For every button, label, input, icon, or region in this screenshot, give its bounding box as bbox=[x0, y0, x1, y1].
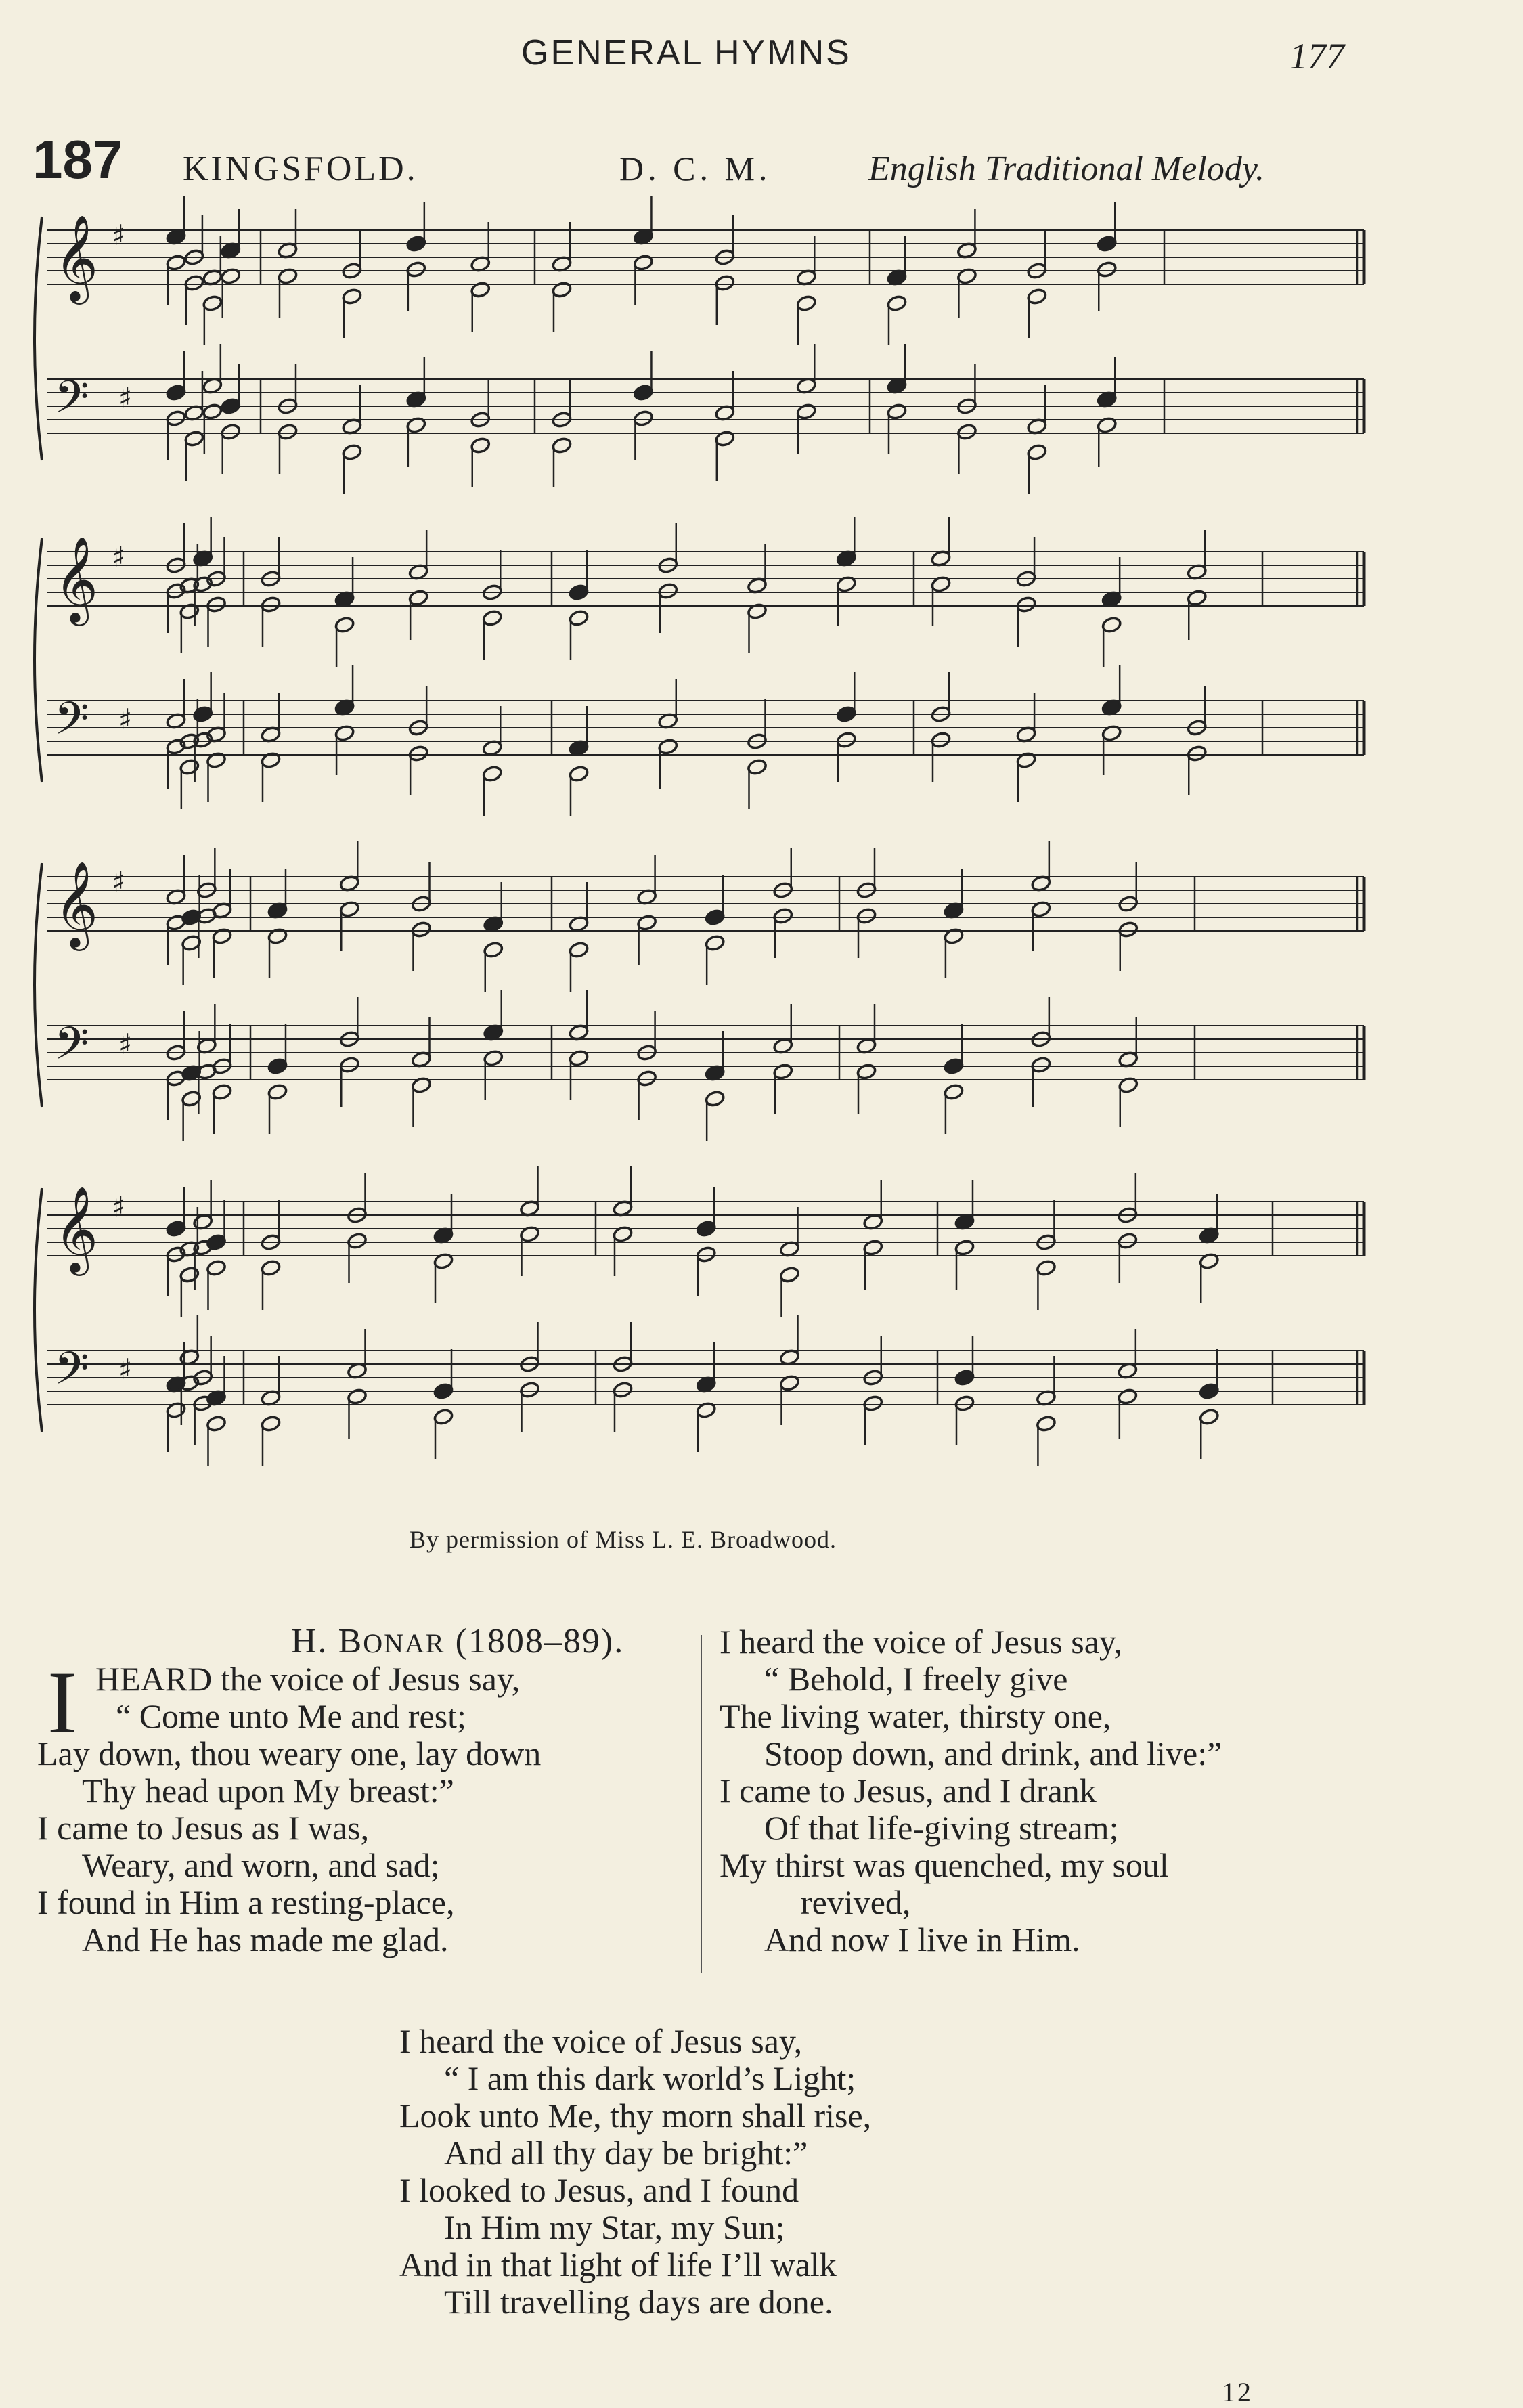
svg-text:𝄞: 𝄞 bbox=[54, 535, 99, 622]
verse-line: Of that life-giving stream; bbox=[764, 1809, 1119, 1847]
svg-text:♯: ♯ bbox=[118, 1353, 133, 1386]
author-name-first: H. B bbox=[291, 1622, 363, 1661]
verse-line: And now I live in Him. bbox=[764, 1921, 1080, 1958]
verse-line: Look unto Me, thy morn shall rise, bbox=[399, 2097, 872, 2135]
printer-signature-mark: 12 bbox=[1222, 2377, 1253, 2407]
meter: D. C. M. bbox=[619, 150, 772, 188]
svg-text:♯: ♯ bbox=[112, 219, 126, 252]
permission-note: By permission of Miss L. E. Broadwood. bbox=[410, 1526, 837, 1553]
verse-line: My thirst was quenched, my soul bbox=[720, 1846, 1169, 1884]
verse-line: And He has made me glad. bbox=[82, 1921, 449, 1958]
verse-line: “ Come unto Me and rest; bbox=[116, 1697, 466, 1735]
music-system bbox=[35, 517, 1364, 816]
music-system bbox=[35, 196, 1364, 494]
svg-text:𝄢: 𝄢 bbox=[54, 693, 89, 756]
svg-text:♯: ♯ bbox=[112, 540, 126, 573]
svg-text:𝄞: 𝄞 bbox=[54, 1185, 99, 1272]
author-credit bbox=[291, 1621, 624, 1661]
svg-text:♯: ♯ bbox=[118, 1028, 133, 1061]
verse-line: The living water, thirsty one, bbox=[720, 1697, 1111, 1735]
verse-line: Thy head upon My breast:” bbox=[82, 1772, 454, 1810]
verse-line: I came to Jesus as I was, bbox=[37, 1809, 370, 1847]
svg-text:𝄞: 𝄞 bbox=[54, 860, 99, 947]
svg-text:♯: ♯ bbox=[112, 865, 126, 898]
verse-3 bbox=[399, 2023, 871, 2321]
svg-text:𝄞: 𝄞 bbox=[54, 214, 99, 301]
svg-text:𝄢: 𝄢 bbox=[54, 1017, 89, 1080]
verse-line: “ I am this dark world’s Light; bbox=[444, 2059, 856, 2097]
page-number: 177 bbox=[1289, 36, 1344, 76]
verse-line: Weary, and worn, and sad; bbox=[82, 1846, 440, 1884]
svg-text:♯: ♯ bbox=[118, 381, 133, 414]
music-system bbox=[35, 841, 1364, 1141]
svg-text:♯: ♯ bbox=[112, 1190, 126, 1223]
verse-line: And all thy day be bright:” bbox=[444, 2134, 808, 2172]
verse-line: I heard the voice of Jesus say, bbox=[720, 1623, 1123, 1661]
verse-line: I looked to Jesus, and I found bbox=[399, 2171, 799, 2209]
verse-line: revived, bbox=[801, 1883, 911, 1921]
author-dates: (1808–89). bbox=[445, 1622, 625, 1661]
verse-line: In Him my Star, my Sun; bbox=[444, 2208, 785, 2246]
verse-line: I found in Him a resting-place, bbox=[37, 1883, 455, 1921]
verse-2 bbox=[720, 1623, 1222, 1958]
verse-line: I heard the voice of Jesus say, bbox=[399, 2022, 803, 2060]
composer: English Traditional Melody. bbox=[868, 150, 1265, 188]
verse-line: “ Behold, I freely give bbox=[764, 1660, 1068, 1698]
running-header: GENERAL HYMNS bbox=[521, 33, 852, 72]
hymn-number: 187 bbox=[32, 129, 123, 190]
verse-line: HEARD the voice of Jesus say, bbox=[95, 1660, 521, 1698]
svg-text:𝄢: 𝄢 bbox=[54, 371, 89, 434]
author-name-smallcaps: ONAR bbox=[363, 1628, 445, 1659]
verse-line: Till travelling days are done. bbox=[444, 2283, 833, 2321]
verse-line: Stoop down, and drink, and live:” bbox=[764, 1734, 1222, 1772]
music-score bbox=[27, 196, 1381, 1523]
svg-text:♯: ♯ bbox=[118, 703, 133, 736]
drop-cap: I bbox=[47, 1652, 77, 1752]
svg-text:𝄢: 𝄢 bbox=[54, 1342, 89, 1405]
column-divider bbox=[701, 1635, 702, 1973]
verse-line: And in that light of life I’ll walk bbox=[399, 2246, 837, 2283]
verse-line: Lay down, thou weary one, lay down bbox=[37, 1734, 542, 1772]
tune-name: KINGSFOLD. bbox=[183, 150, 418, 188]
verse-1 bbox=[37, 1652, 542, 1958]
verse-line: I came to Jesus, and I drank bbox=[720, 1772, 1097, 1810]
music-system bbox=[35, 1166, 1364, 1466]
